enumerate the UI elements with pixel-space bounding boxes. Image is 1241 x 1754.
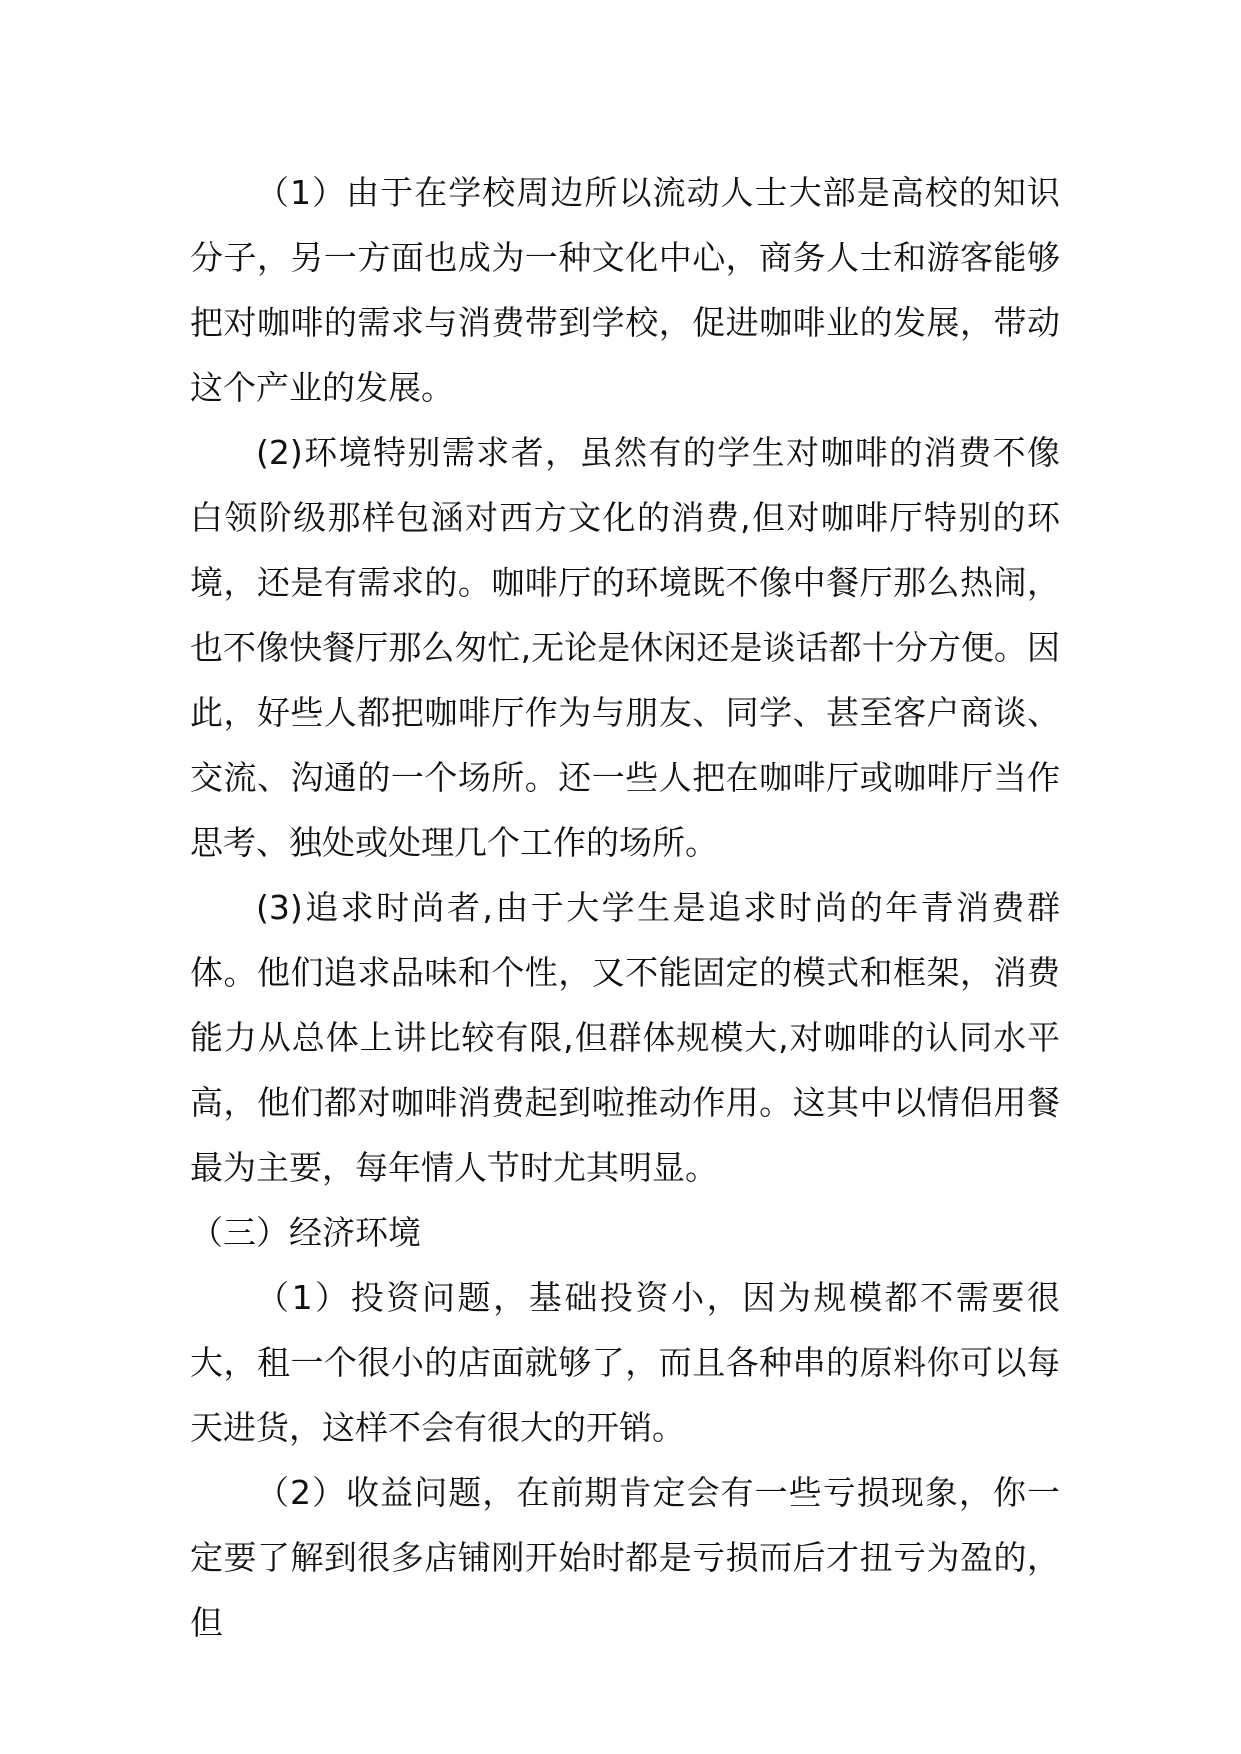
paragraph-investment: （1）投资问题，基础投资小，因为规模都不需要很大，租一个很小的店面就够了，而且各种串的原料你可以每天进货，这样不会有很大的开销。: [190, 1278, 1060, 1447]
section-heading-economic-environment: （三）经济环境: [190, 1213, 421, 1252]
document-body: [190, 160, 1060, 1655]
paragraph-fashion-seekers: (3)追求时尚者,由于大学生是追求时尚的年青消费群体。他们追求品味和个性，又不能固定的模式和框架，消费能力从总体上讲比较有限,但群体规模大,对咖啡的认同水平高，他们都对咖啡消费起到啦推动作用。这其中以情侣用餐最为主要，每年情人节时尤其明显。: [190, 888, 1060, 1187]
paragraph-environment-demand: (2)环境特别需求者，虽然有的学生对咖啡的消费不像白领阶级那样包涵对西方文化的消费,但对咖啡厅特别的环境，还是有需求的。咖啡厅的环境既不像中餐厅那么热闹，也不像快餐厅那么匆忙,无论是休闲还是谈话都十分方便。因此，好些人都把咖啡厅作为与朋友、同学、甚至客户商谈、交流、沟通的一个场所。还一些人把在咖啡厅或咖啡厅当作思考、独处或处理几个工作的场所。: [190, 433, 1060, 862]
paragraph-revenue: （2）收益问题，在前期肯定会有一些亏损现象，你一定要了解到很多店铺刚开始时都是亏损而后才扭亏为盈的，但: [190, 1473, 1060, 1642]
paragraph-campus-location: （1）由于在学校周边所以流动人士大部是高校的知识分子，另一方面也成为一种文化中心，商务人士和游客能够把对咖啡的需求与消费带到学校，促进咖啡业的发展，带动这个产业的发展。: [190, 173, 1060, 407]
